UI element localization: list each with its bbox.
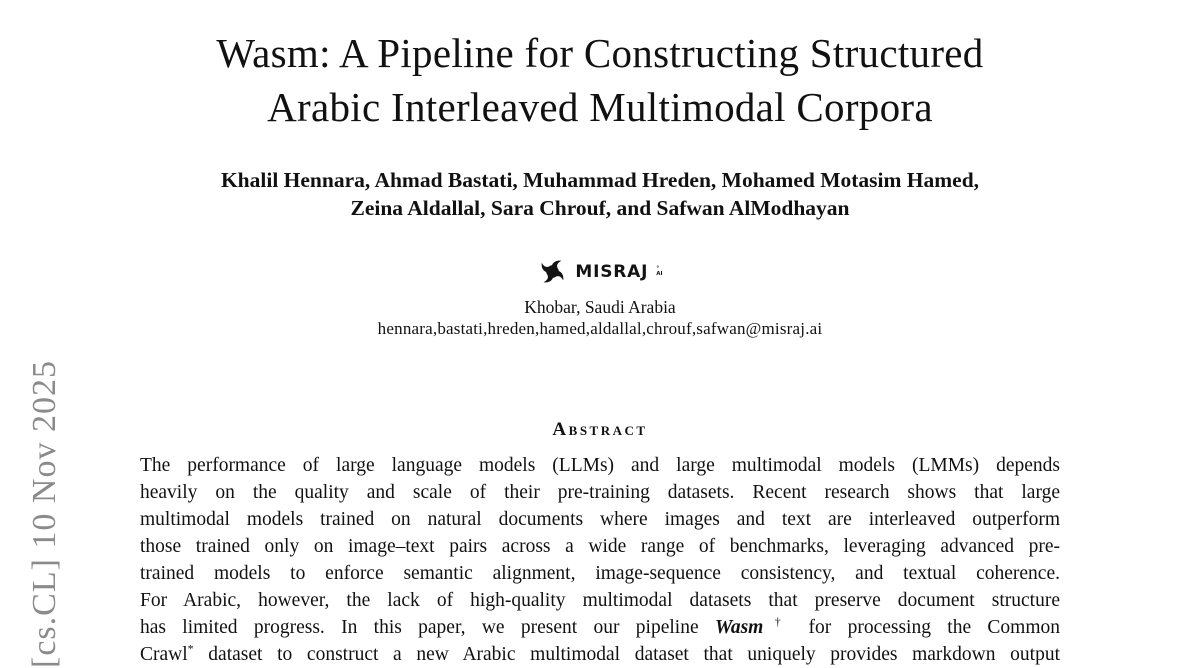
author-list-line1: Khalil Hennara, Ahmad Bastati, Muhammad Hreden, Mohamed Motasim Hamed, — [220, 168, 980, 192]
paper-title-line1: Wasm: A Pipeline for Constructing Structured — [216, 30, 984, 76]
logo-ai-suffix: AI — [656, 270, 663, 277]
paper-title — [0, 26, 1200, 134]
abstract-line: heavily on the quality and scale of their pre-training datasets. Recent research shows that large — [140, 482, 1060, 503]
affiliation-location: Khobar, Saudi Arabia — [524, 297, 676, 317]
dagger-footnote-mark: † — [763, 614, 793, 629]
misraj-logo-text: MISRAJ — [575, 261, 649, 282]
paper-title-line2: Arabic Interleaved Multimodal Corpora — [267, 84, 933, 130]
author-list-line2: Zeina Aldallal, Sara Chrouf, and Safwan AlModhayan — [350, 196, 850, 220]
asterisk-footnote-mark: * — [187, 641, 194, 656]
abstract-heading: Abstract — [552, 419, 648, 440]
abstract-line7-pre: has limited progress. In this paper, we present our pipeline — [140, 617, 715, 638]
arxiv-side-banner: [cs.CL] 10 Nov 2025 — [26, 360, 63, 668]
wasm-pipeline-name: Wasm — [714, 617, 764, 638]
abstract-line: For Arabic, however, the lack of high-quality multimodal datasets that preserve document structure — [140, 590, 1060, 611]
author-list — [0, 166, 1200, 222]
author-emails: hennara,bastati,hreden,hamed,aldallal,chrouf,safwan@misraj.ai — [377, 319, 823, 338]
abstract-line-clipped — [140, 641, 1060, 668]
abstract-body — [140, 452, 1060, 668]
abstract-line: trained models to enforce semantic alignment, image-sequence consistency, and textual coherence. — [140, 563, 1060, 584]
abstract-line — [140, 614, 1060, 641]
misraj-logo-trademark — [656, 266, 662, 278]
logo-registered-mark: ° — [656, 264, 660, 272]
misraj-swirl-icon — [537, 256, 568, 287]
abstract-line: multimodal models trained on natural documents where images and text are interleaved outperform — [140, 509, 1060, 530]
abstract-line: The performance of large language models (LLMs) and large multimodal models (LMMs) depends — [140, 455, 1060, 476]
abstract-line7-post: for processing the Common — [792, 617, 1060, 638]
abstract-line: those trained only on image–text pairs across a wide range of benchmarks, leveraging advanced pre- — [140, 536, 1060, 557]
affiliation-logo — [0, 256, 1200, 287]
abstract-line8-pre: Crawl — [140, 644, 188, 665]
abstract-line8-post: dataset to construct a new Arabic multimodal dataset that uniquely provides markdown output — [193, 644, 1060, 665]
